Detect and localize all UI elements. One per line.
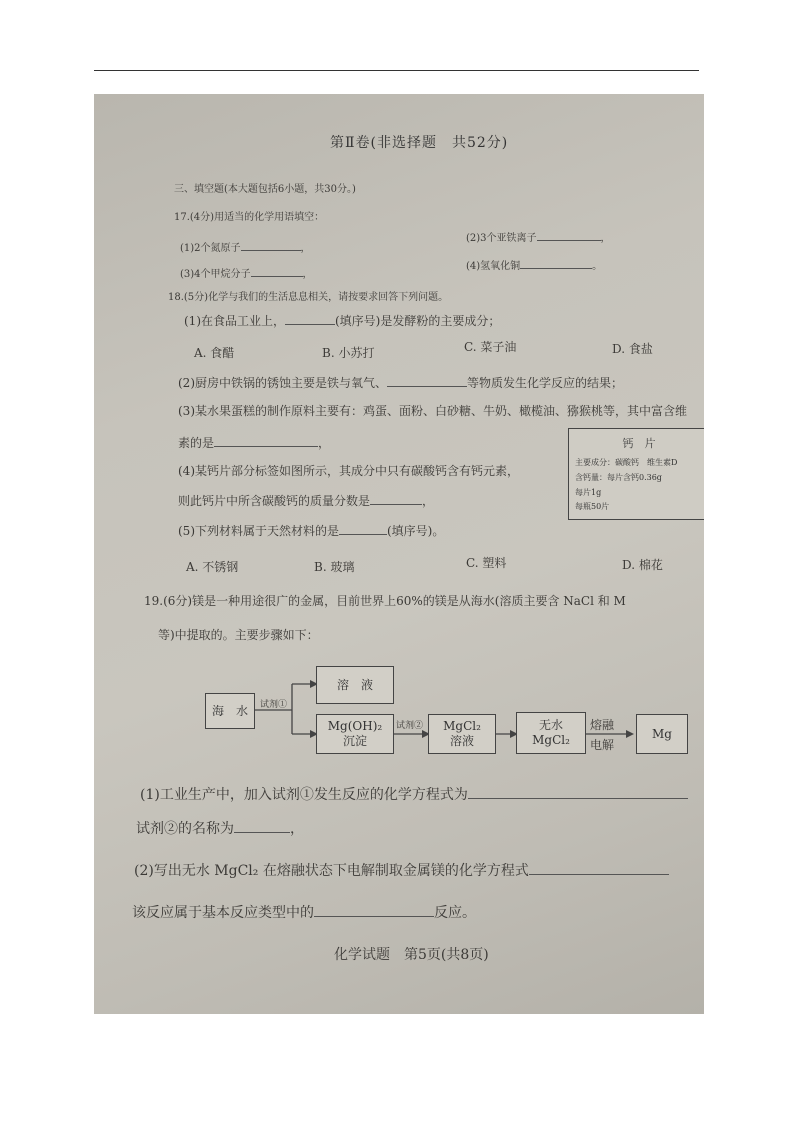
flow-anhydrous-mgcl2-box: 无水 MgCl₂ [516, 712, 586, 754]
q17-a: (1)2个氮原子 ， [180, 238, 311, 254]
flow-electrolysis-top: 熔融 [590, 718, 615, 732]
flow-mgcl2-solution-box: MgCl₂ 溶液 [428, 714, 496, 754]
q18-p1-option-b: B. 小苏打 [322, 346, 375, 360]
q18-p5-option-c: C. 塑料 [466, 556, 507, 570]
q19-stem-line1: 19.(6分)镁是一种用途很广的金属，目前世界上60%的镁是从海水(溶质主要含 NaCl 和 M [144, 594, 626, 608]
calcium-label-line3: 每片1g [575, 488, 602, 497]
header-rule [94, 70, 699, 71]
page-footer: 化学试题 第5页(共8页) [334, 947, 489, 963]
q18-p3-line2: 素的是 ， [178, 436, 331, 450]
q18-p1-option-a: A. 食醋 [194, 346, 235, 360]
flow-reagent2: 试剂② [396, 721, 424, 731]
q18-p5-option-b: B. 玻璃 [314, 560, 355, 574]
q19-stem-line2: 等)中提取的。主要步骤如下： [158, 628, 319, 642]
calcium-label-line4: 每瓶50片 [575, 502, 610, 511]
flow-seawater-box: 海 水 [205, 693, 255, 729]
calcium-label-title: 钙 片 [622, 437, 656, 450]
calcium-label-line2: 含钙量：每片含钙0.36g [575, 473, 662, 482]
q17-stem: 17.(4分)用适当的化学用语填空： [174, 212, 325, 223]
exam-page-photo [94, 94, 704, 1014]
q18-p2: (2)厨房中铁锅的锈蚀主要是铁与氧气、 等物质发生化学反应的结果； [178, 376, 624, 390]
section-title: 第Ⅱ卷(非选择题 共52分) [330, 135, 509, 151]
q18-p1-option-d: D. 食盐 [612, 342, 653, 356]
q18-p4-line1: (4)某钙片部分标签如图所示，其成分中只有碳酸钙含有钙元素， [178, 464, 520, 478]
q18-p5-option-d: D. 棉花 [622, 558, 663, 572]
q18-p5: (5)下列材料属于天然材料的是 (填序号)。 [178, 524, 445, 538]
q19-p1-line1: (1)工业生产中，加入试剂①发生反应的化学方程式为 [140, 784, 688, 804]
calcium-label-box [568, 428, 704, 520]
q17-c: (3)4个甲烷分子 ， [180, 264, 313, 280]
q18-p3-line1: (3)某水果蛋糕的制作原料主要有：鸡蛋、面粉、白砂糖、牛奶、橄榄油、猕猴桃等，其中富含维 [178, 404, 688, 418]
calcium-label-line1: 主要成分：碳酸钙 维生素D [575, 458, 678, 467]
instructions: 三、填空题(本大题包括6小题，共30分。) [174, 184, 356, 195]
q18-p5-option-a: A. 不锈钢 [186, 560, 239, 574]
q17-b: (2)3个亚铁离子 ， [466, 228, 611, 244]
flow-solution-box: 溶 液 [316, 666, 394, 704]
q18-stem: 18.(5分)化学与我们的生活息息相关，请按要求回答下列问题。 [168, 292, 449, 303]
q18-p1: (1)在食品工业上， (填序号)是发酵粉的主要成分； [184, 314, 501, 328]
q19-p2-line2: 该反应属于基本反应类型中的 反应。 [132, 905, 476, 921]
flow-electrolysis-bottom: 电解 [590, 738, 615, 752]
flow-mg-box: Mg [636, 714, 688, 754]
q18-p4-line2: 则此钙片中所含碳酸钙的质量分数是 ， [178, 494, 435, 508]
q19-p1-line2: 试剂②的名称为 ， [136, 821, 304, 837]
q17-d: (4)氢氧化铜 。 [466, 256, 602, 272]
flow-mgoh2-box: Mg(OH)₂ 沉淀 [316, 714, 394, 754]
q19-p2-line1: (2)写出无水 MgCl₂ 在熔融状态下电解制取金属镁的化学方程式 [134, 860, 669, 880]
flow-reagent1: 试剂① [260, 700, 288, 710]
q18-p1-option-c: C. 菜子油 [464, 340, 517, 354]
